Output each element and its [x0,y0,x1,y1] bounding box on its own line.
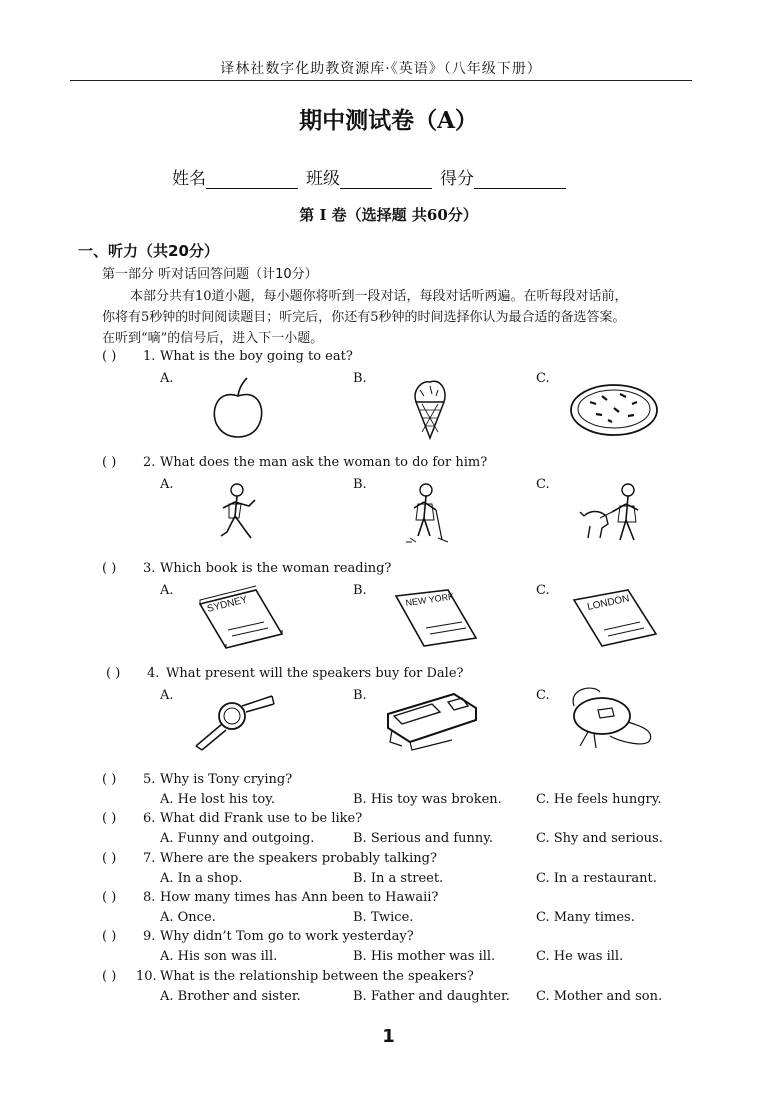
option-b[interactable]: B. His toy was broken. [353,792,502,807]
pizza-picture [568,382,660,440]
option-a[interactable]: A. [160,477,174,492]
class-label: 班级 [306,169,340,189]
question-text: Why didn’t Tom go to work yesterday? [160,929,414,944]
answer-blank[interactable]: ( ) [106,666,121,681]
option-b[interactable]: B. Serious and funny. [353,831,494,846]
option-c[interactable]: C. In a restaurant. [536,871,657,886]
option-c[interactable]: C. He was ill. [536,949,624,964]
question-text: Which book is the woman reading? [160,561,392,576]
class-blank[interactable] [340,170,432,189]
option-a[interactable]: A. He lost his toy. [160,792,275,807]
person-cleaning-picture [215,480,265,544]
answer-blank[interactable]: ( ) [102,969,117,984]
name-label: 姓名 [172,169,206,189]
part-title: 一、听力（共20分） [78,242,219,260]
score-blank[interactable] [474,170,566,189]
question-text: What is the boy going to eat? [160,349,353,364]
answer-blank[interactable]: ( ) [102,890,117,905]
instruction-line: 你将有5秒钟的时间阅读题目；听完后，你还有5秒钟的时间选择你认为最合适的备选答案。 [102,310,626,325]
book-new-york-picture [392,588,482,650]
name-blank[interactable] [206,170,298,189]
book-title: NEW YORK [404,591,455,608]
question-text: Where are the speakers probably talking? [160,851,437,866]
option-c[interactable]: C. [536,688,550,703]
instruction-line: 在听到“嘀”的信号后，进入下一小题。 [102,331,324,346]
answer-blank[interactable]: ( ) [102,455,117,470]
question-number: 3. [143,561,156,576]
option-b[interactable]: B. In a street. [353,871,444,886]
watch-picture [192,690,276,752]
question-text: What present will the speakers buy for Dale? [166,666,464,681]
apple-picture [205,378,271,442]
option-b[interactable]: B. Twice. [353,910,414,925]
question-number: 4. [147,666,160,681]
question-text: What did Frank use to be like? [160,811,363,826]
option-c[interactable]: C. Shy and serious. [536,831,663,846]
option-a[interactable]: A. Funny and outgoing. [160,831,315,846]
ice-cream-picture [410,376,450,440]
header-rule [70,80,692,81]
book-sydney-picture [196,588,286,650]
question-text: What does the man ask the woman to do for him? [160,455,488,470]
option-a[interactable]: A. [160,583,174,598]
option-b[interactable]: B. Father and daughter. [353,989,510,1004]
option-a[interactable]: A. Once. [160,910,216,925]
question-number: 6. [143,811,156,826]
answer-blank[interactable]: ( ) [102,561,117,576]
instruction-line: 本部分共有10道小题，每小题你将听到一段对话，每段对话听两遍。在听每段对话前， [130,289,628,304]
question-number: 2. [143,455,156,470]
exam-title: 期中测试卷（A） [299,107,478,134]
answer-blank[interactable]: ( ) [102,929,117,944]
student-info-row [172,164,574,189]
answer-blank[interactable]: ( ) [102,772,117,787]
option-b[interactable]: B. His mother was ill. [353,949,496,964]
option-c[interactable]: C. Many times. [536,910,635,925]
person-walking-dog-picture [576,480,656,546]
section-title: 第 I 卷（选择题 共60分） [299,206,478,224]
question-text: What is the relationship between the speakers? [160,969,474,984]
score-label: 得分 [440,169,474,189]
question-text: How many times has Ann been to Hawaii? [160,890,439,905]
question-text: Why is Tony crying? [160,772,293,787]
mp4-player-picture [382,690,480,752]
option-a[interactable]: A. His son was ill. [160,949,278,964]
answer-blank[interactable]: ( ) [102,811,117,826]
option-c[interactable]: C. Mother and son. [536,989,663,1004]
option-a[interactable]: A. [160,371,174,386]
sub-title: 第一部分 听对话回答问题（计10分） [102,267,318,282]
book-london-picture [570,588,660,650]
page-number: 1 [382,1026,395,1047]
option-c[interactable]: C. [536,371,550,386]
option-c[interactable]: C. [536,477,550,492]
option-b[interactable]: B. [353,371,367,386]
option-a[interactable]: A. [160,688,174,703]
question-number: 5. [143,772,156,787]
question-number: 7. [143,851,156,866]
option-c[interactable]: C. He feels hungry. [536,792,662,807]
answer-blank[interactable]: ( ) [102,349,117,364]
cd-player-picture [570,686,658,752]
question-number: 9. [143,929,156,944]
book-title: SYDNEY [206,594,249,615]
option-b[interactable]: B. [353,688,367,703]
page-header: 译林社数字化助教资源库·《英语》（八年级下册） [220,61,542,77]
option-b[interactable]: B. [353,477,367,492]
option-a[interactable]: A. In a shop. [160,871,243,886]
question-number: 8. [143,890,156,905]
question-number: 1. [143,349,156,364]
question-number: 10. [136,969,157,984]
option-c[interactable]: C. [536,583,550,598]
person-sweeping-picture [402,480,452,546]
option-a[interactable]: A. Brother and sister. [160,989,301,1004]
answer-blank[interactable]: ( ) [102,851,117,866]
option-b[interactable]: B. [353,583,367,598]
book-title: LONDON [586,593,631,613]
